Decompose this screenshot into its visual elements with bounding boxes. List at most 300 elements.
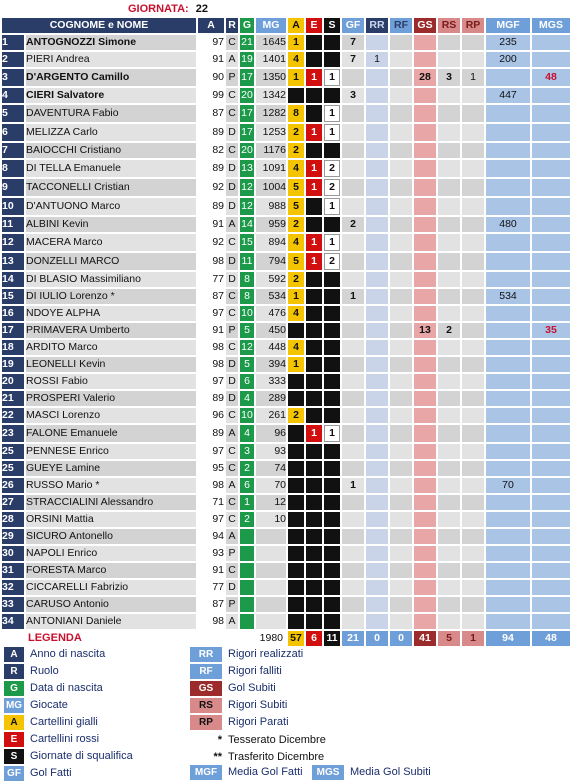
player-avg-goals xyxy=(486,234,530,251)
player-minutes: 1176 xyxy=(256,143,286,158)
col-header-games[interactable]: G xyxy=(240,18,254,33)
player-role: P xyxy=(226,597,238,612)
player-pen-saved xyxy=(462,217,484,232)
player-suspension xyxy=(324,88,340,103)
player-pen-saved xyxy=(462,357,484,372)
player-avg-goals xyxy=(486,198,530,215)
player-yellow: 1 xyxy=(288,289,304,304)
player-games: 19 xyxy=(241,53,253,65)
player-pen-scored xyxy=(366,234,388,251)
table-row[interactable] xyxy=(2,614,570,629)
player-number: 3 xyxy=(2,69,24,86)
player-number: 32 xyxy=(2,580,24,595)
col-header-avg-conceded[interactable]: MGS xyxy=(532,18,570,33)
player-pen-conceded xyxy=(438,580,460,595)
player-pen-conceded xyxy=(438,35,460,50)
player-pen-conceded xyxy=(438,52,460,67)
player-pen-scored xyxy=(366,597,388,612)
player-pen-saved xyxy=(462,478,484,493)
player-year: 90 xyxy=(212,71,224,83)
player-pen-saved xyxy=(462,105,484,122)
player-goals xyxy=(342,408,364,423)
col-header-pen-saved[interactable]: RP xyxy=(462,18,484,33)
player-year: 71 xyxy=(212,496,224,508)
player-year: 89 xyxy=(212,392,224,404)
player-yellow: 1 xyxy=(288,35,304,50)
player-suspension: 1 xyxy=(324,124,340,141)
player-avg-conceded xyxy=(532,143,570,158)
player-minutes: 289 xyxy=(256,391,286,406)
player-suspension xyxy=(324,512,340,527)
player-red xyxy=(306,143,322,158)
legend-title: LEGENDA xyxy=(28,632,82,644)
player-pen-conceded xyxy=(438,512,460,527)
player-yellow xyxy=(288,374,304,389)
player-goals xyxy=(342,69,364,86)
legend-code: RP xyxy=(190,715,222,730)
player-avg-conceded xyxy=(532,614,570,629)
legend-item xyxy=(190,697,287,713)
player-red: 1 xyxy=(306,124,322,141)
player-red xyxy=(306,391,322,406)
legend-code: G xyxy=(4,681,24,696)
player-pen-saved xyxy=(462,374,484,389)
player-minutes: 74 xyxy=(256,461,286,476)
player-goals xyxy=(342,512,364,527)
player-pen-conceded: 3 xyxy=(438,69,460,86)
player-name: DI TELLA Emanuele xyxy=(26,160,196,177)
player-yellow xyxy=(288,495,304,510)
player-name: ARDITO Marco xyxy=(26,340,196,355)
player-games xyxy=(240,529,254,544)
player-goals-conceded xyxy=(414,563,436,578)
table-row[interactable] xyxy=(2,597,570,612)
giornata-label: GIORNATA: xyxy=(128,3,189,15)
player-avg-conceded xyxy=(532,461,570,476)
player-pen-missed xyxy=(390,563,412,578)
table-row[interactable] xyxy=(2,143,570,158)
legend-note xyxy=(190,749,324,765)
giornata-header xyxy=(128,3,208,15)
player-goals: 3 xyxy=(342,88,364,103)
col-header-pen-missed[interactable]: RF xyxy=(390,18,412,33)
player-minutes: 894 xyxy=(256,234,286,251)
table-row[interactable] xyxy=(2,546,570,561)
table-row[interactable] xyxy=(2,408,570,423)
col-header-pen-scored[interactable]: RR xyxy=(366,18,388,33)
player-yellow: 4 xyxy=(288,52,304,67)
player-yellow xyxy=(288,614,304,629)
table-row[interactable] xyxy=(2,323,570,338)
player-suspension xyxy=(324,340,340,355)
table-row[interactable] xyxy=(2,69,570,86)
player-goals-conceded xyxy=(414,234,436,251)
player-role: C xyxy=(226,408,238,423)
player-suspension xyxy=(324,374,340,389)
table-row[interactable] xyxy=(2,124,570,141)
player-avg-goals xyxy=(486,374,530,389)
table-row[interactable] xyxy=(2,374,570,389)
player-yellow xyxy=(288,425,304,442)
player-name: SICURO Antonello xyxy=(26,529,196,544)
player-name: CICCARELLI Fabrizio xyxy=(26,580,196,595)
total-red: 6 xyxy=(306,631,322,646)
player-avg-conceded: 35 xyxy=(532,323,570,338)
player-number: 15 xyxy=(2,289,24,304)
player-pen-missed xyxy=(390,495,412,510)
legend-code: RS xyxy=(190,698,222,713)
legend-code: RF xyxy=(190,664,222,679)
player-pen-missed xyxy=(390,374,412,389)
player-minutes xyxy=(256,546,286,561)
table-row[interactable] xyxy=(2,105,570,122)
player-goals xyxy=(342,495,364,510)
player-pen-scored xyxy=(366,340,388,355)
player-avg-goals xyxy=(486,614,530,629)
player-games: 6 xyxy=(240,374,254,389)
table-row[interactable] xyxy=(2,289,570,304)
table-row[interactable] xyxy=(2,198,570,215)
player-suspension xyxy=(324,461,340,476)
player-number: 5 xyxy=(2,105,24,122)
player-pen-conceded xyxy=(438,217,460,232)
player-role: A xyxy=(226,529,238,544)
player-red xyxy=(306,444,322,459)
table-row[interactable] xyxy=(2,357,570,372)
table-row[interactable] xyxy=(2,234,570,251)
player-pen-saved xyxy=(462,234,484,251)
legend-code-mgs: MGS xyxy=(312,765,344,780)
player-red xyxy=(306,357,322,372)
player-games: 4 xyxy=(240,391,254,406)
col-header-name[interactable]: COGNOME e NOME xyxy=(2,18,196,33)
table-row[interactable] xyxy=(2,179,570,196)
table-row[interactable] xyxy=(2,35,570,50)
table-row[interactable] xyxy=(2,160,570,177)
player-year: 97 xyxy=(212,445,224,457)
legend xyxy=(0,628,580,782)
player-goals xyxy=(342,444,364,459)
col-header-goals[interactable]: GF xyxy=(342,18,364,33)
legend-item xyxy=(4,697,68,713)
player-avg-conceded xyxy=(532,563,570,578)
player-yellow xyxy=(288,597,304,612)
player-pen-conceded xyxy=(438,357,460,372)
col-header-year[interactable]: A xyxy=(198,18,224,33)
player-name: NAPOLI Enrico xyxy=(26,546,196,561)
player-pen-scored xyxy=(366,357,388,372)
player-goals-conceded xyxy=(414,357,436,372)
col-header-pen-conceded[interactable]: RS xyxy=(438,18,460,33)
col-header-role[interactable]: R xyxy=(226,18,238,33)
player-role: D xyxy=(226,253,238,270)
player-pen-conceded xyxy=(438,340,460,355)
player-minutes: 959 xyxy=(256,217,286,232)
player-pen-saved xyxy=(462,391,484,406)
player-pen-scored xyxy=(366,272,388,287)
player-yellow xyxy=(288,563,304,578)
player-yellow: 4 xyxy=(288,160,304,177)
col-header-goals-conceded[interactable]: GS xyxy=(414,18,436,33)
player-yellow: 5 xyxy=(288,253,304,270)
player-red xyxy=(306,529,322,544)
player-goals-conceded xyxy=(414,425,436,442)
player-avg-conceded xyxy=(532,253,570,270)
player-red xyxy=(306,323,322,338)
player-pen-missed xyxy=(390,391,412,406)
player-year: 91 xyxy=(212,218,224,230)
table-row[interactable] xyxy=(2,512,570,527)
legend-code: S xyxy=(4,749,24,764)
table-row[interactable] xyxy=(2,272,570,287)
player-games: 11 xyxy=(240,253,254,270)
table-row[interactable] xyxy=(2,563,570,578)
player-year: 98 xyxy=(212,479,224,491)
player-year: 97 xyxy=(212,36,224,48)
player-pen-scored xyxy=(366,289,388,304)
player-avg-conceded xyxy=(532,124,570,141)
player-pen-missed xyxy=(390,444,412,459)
player-year: 89 xyxy=(212,126,224,138)
col-header-yellow[interactable]: A xyxy=(288,18,304,33)
player-pen-conceded xyxy=(438,289,460,304)
player-pen-saved xyxy=(462,88,484,103)
player-goals-conceded xyxy=(414,88,436,103)
player-goals: 7 xyxy=(342,35,364,50)
player-pen-scored xyxy=(366,143,388,158)
legend-note-text: Tesserato Dicembre xyxy=(228,734,326,746)
player-year: 91 xyxy=(212,324,224,336)
player-avg-conceded xyxy=(532,444,570,459)
table-row[interactable] xyxy=(2,253,570,270)
player-minutes: 12 xyxy=(256,495,286,510)
player-minutes: 333 xyxy=(256,374,286,389)
legend-text: Cartellini gialli xyxy=(30,716,98,728)
player-minutes: 394 xyxy=(256,357,286,372)
player-goals xyxy=(342,340,364,355)
legend-item-mgs xyxy=(312,764,431,780)
player-minutes: 592 xyxy=(256,272,286,287)
total-goals-conceded: 41 xyxy=(414,631,436,646)
player-pen-conceded xyxy=(438,444,460,459)
player-goals-conceded xyxy=(414,35,436,50)
player-name: STRACCIALINI Alessandro xyxy=(26,495,196,510)
player-games xyxy=(240,614,254,629)
table-row[interactable] xyxy=(2,495,570,510)
player-number: 34 xyxy=(2,614,24,629)
player-pen-scored xyxy=(366,391,388,406)
player-red xyxy=(306,495,322,510)
player-name: GUEYE Lamine xyxy=(26,461,196,476)
player-avg-goals xyxy=(486,563,530,578)
player-year: 98 xyxy=(212,341,224,353)
table-row[interactable] xyxy=(2,580,570,595)
table-row[interactable] xyxy=(2,306,570,321)
player-avg-goals xyxy=(486,143,530,158)
player-goals-conceded xyxy=(414,105,436,122)
player-pen-scored xyxy=(366,563,388,578)
player-number: 12 xyxy=(2,234,24,251)
table-row[interactable] xyxy=(2,444,570,459)
player-goals-conceded xyxy=(414,143,436,158)
player-suspension xyxy=(324,357,340,372)
table-row[interactable] xyxy=(2,478,570,493)
table-row[interactable] xyxy=(2,340,570,355)
player-pen-missed xyxy=(390,323,412,338)
player-pen-saved xyxy=(462,444,484,459)
player-pen-scored xyxy=(366,408,388,423)
player-number: 26 xyxy=(2,478,24,493)
legend-code: MG xyxy=(5,699,23,711)
player-name: CIERI Salvatore xyxy=(26,88,196,103)
player-avg-conceded xyxy=(532,425,570,442)
player-pen-missed xyxy=(390,272,412,287)
table-row[interactable] xyxy=(2,217,570,232)
player-red: 1 xyxy=(306,253,322,270)
legend-text: Rigori realizzati xyxy=(228,648,304,660)
player-suspension xyxy=(324,52,340,67)
player-role: A xyxy=(226,614,238,629)
player-avg-conceded xyxy=(532,198,570,215)
player-name: TACCONELLI Cristian xyxy=(26,179,196,196)
player-games: 20 xyxy=(241,89,253,101)
player-stats-table xyxy=(0,16,572,648)
player-avg-goals xyxy=(486,391,530,406)
player-pen-conceded xyxy=(438,374,460,389)
player-avg-conceded xyxy=(532,357,570,372)
player-minutes xyxy=(256,580,286,595)
legend-item xyxy=(4,765,72,781)
player-yellow: 1 xyxy=(288,357,304,372)
player-pen-saved xyxy=(462,160,484,177)
player-goals-conceded xyxy=(414,495,436,510)
player-pen-scored xyxy=(366,88,388,103)
legend-code: RR xyxy=(190,647,222,662)
player-yellow: 1 xyxy=(288,69,304,86)
table-row[interactable] xyxy=(2,425,570,442)
player-role: D xyxy=(226,580,238,595)
player-red xyxy=(306,88,322,103)
player-role: D xyxy=(226,272,238,287)
player-pen-saved xyxy=(462,512,484,527)
player-role: D xyxy=(226,124,238,141)
player-pen-scored xyxy=(366,529,388,544)
player-name: RUSSO Mario * xyxy=(26,478,196,493)
table-row[interactable] xyxy=(2,52,570,67)
player-pen-missed xyxy=(390,234,412,251)
col-header-minutes[interactable]: MG xyxy=(256,18,286,33)
player-pen-saved xyxy=(462,563,484,578)
player-red xyxy=(306,35,322,50)
player-year: 87 xyxy=(212,107,224,119)
table-row[interactable] xyxy=(2,461,570,476)
player-pen-conceded xyxy=(438,597,460,612)
col-header-suspension[interactable]: S xyxy=(324,18,340,33)
player-role: D xyxy=(226,391,238,406)
player-year: 98 xyxy=(212,615,224,627)
player-number: 16 xyxy=(2,306,24,321)
col-header-avg-goals[interactable]: MGF xyxy=(486,18,530,33)
player-number: 29 xyxy=(2,529,24,544)
player-minutes: 794 xyxy=(256,253,286,270)
player-pen-conceded xyxy=(438,563,460,578)
player-yellow xyxy=(288,444,304,459)
player-pen-saved xyxy=(462,546,484,561)
legend-text: Data di nascita xyxy=(30,682,103,694)
player-pen-saved xyxy=(462,253,484,270)
player-avg-goals xyxy=(486,408,530,423)
table-row[interactable] xyxy=(2,391,570,406)
player-pen-scored xyxy=(366,253,388,270)
player-pen-scored xyxy=(366,444,388,459)
player-pen-missed xyxy=(390,52,412,67)
player-minutes: 1282 xyxy=(256,105,286,122)
player-avg-goals: 200 xyxy=(486,52,530,67)
player-goals xyxy=(342,461,364,476)
player-games: 14 xyxy=(241,218,253,230)
player-goals xyxy=(342,272,364,287)
player-minutes xyxy=(256,614,286,629)
total-suspension: 11 xyxy=(324,631,340,646)
player-role: C xyxy=(226,306,238,321)
player-goals-conceded xyxy=(414,160,436,177)
player-role: C xyxy=(226,563,238,578)
player-pen-saved xyxy=(462,272,484,287)
player-suspension xyxy=(324,391,340,406)
player-pen-missed xyxy=(390,124,412,141)
player-number: 7 xyxy=(2,143,24,158)
player-name: PIERI Andrea xyxy=(26,52,196,67)
player-suspension xyxy=(324,272,340,287)
player-pen-scored xyxy=(366,495,388,510)
player-year: 91 xyxy=(212,53,224,65)
player-role: C xyxy=(226,88,238,103)
player-suspension xyxy=(324,217,340,232)
legend-code: GS xyxy=(190,681,222,696)
legend-code-mgf: MGF xyxy=(190,765,222,780)
player-goals xyxy=(342,323,364,338)
player-red xyxy=(306,512,322,527)
player-yellow: 2 xyxy=(288,408,304,423)
player-avg-conceded xyxy=(532,179,570,196)
player-pen-conceded xyxy=(438,105,460,122)
legend-text: Gol Fatti xyxy=(30,767,72,779)
player-minutes: 450 xyxy=(256,323,286,338)
player-pen-missed xyxy=(390,198,412,215)
player-number: 25 xyxy=(2,461,24,476)
legend-item xyxy=(4,748,133,764)
player-name: DONZELLI MARCO xyxy=(26,253,196,270)
player-red: 1 xyxy=(306,425,322,442)
player-year: 92 xyxy=(212,181,224,193)
player-avg-goals xyxy=(486,357,530,372)
player-games: 8 xyxy=(240,289,254,304)
table-row[interactable] xyxy=(2,88,570,103)
table-row[interactable] xyxy=(2,529,570,544)
player-pen-missed xyxy=(390,35,412,50)
player-yellow: 5 xyxy=(288,179,304,196)
player-pen-scored xyxy=(366,35,388,50)
player-games: 13 xyxy=(240,160,254,177)
player-goals xyxy=(342,597,364,612)
player-pen-saved xyxy=(462,529,484,544)
player-avg-goals xyxy=(486,529,530,544)
player-pen-missed xyxy=(390,179,412,196)
col-header-red[interactable]: E xyxy=(306,18,322,33)
player-pen-missed xyxy=(390,597,412,612)
player-pen-saved xyxy=(462,124,484,141)
player-pen-conceded xyxy=(438,495,460,510)
